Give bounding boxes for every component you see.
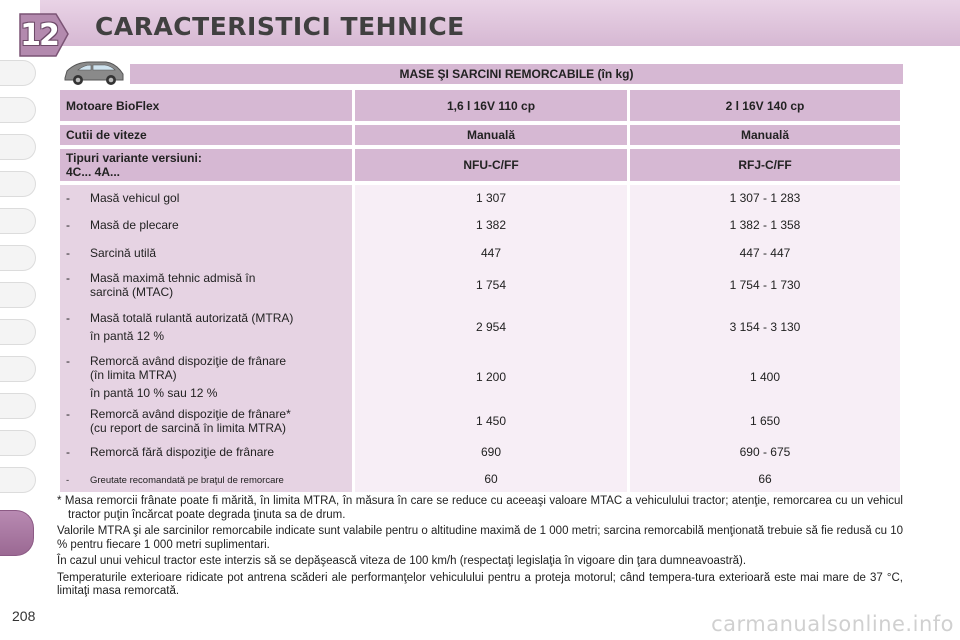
row-value-2: 447 - 447 [630, 239, 900, 266]
table-row [60, 266, 900, 304]
row-label: Masă totală rulantă autorizată (MTRA) [90, 311, 294, 325]
table-row [60, 466, 900, 492]
row-value-2: 3 154 - 3 130 [630, 304, 900, 350]
variants-label-line1: Tipuri variante versiuni: [66, 151, 202, 165]
row-label: Masă de plecare [90, 218, 179, 232]
row-value-2: 1 382 - 1 358 [630, 211, 900, 239]
chapter-tab-active[interactable] [0, 510, 34, 556]
table-row [60, 438, 900, 466]
page-number: 208 [12, 608, 36, 624]
row-value-1: 1 450 [355, 404, 627, 438]
row-value-2: 1 650 [630, 404, 900, 438]
row-label: Greutate recomandată pe braţul de remorcare [90, 475, 284, 486]
row-value-1: 447 [355, 239, 627, 266]
row-dash: - [66, 445, 70, 459]
notes [57, 495, 903, 602]
row-dash: - [66, 354, 70, 368]
table-row [60, 185, 900, 211]
chapter-tab[interactable] [0, 430, 36, 456]
chapter-tab[interactable] [0, 208, 36, 234]
row-value-1: 60 [355, 466, 627, 492]
chapter-tab[interactable] [0, 245, 36, 271]
row-value-2: 1 754 - 1 730 [630, 266, 900, 304]
row-sublabel-2: în pantă 10 % sau 12 % [90, 386, 218, 400]
row-value-2: 1 307 - 1 283 [630, 185, 900, 211]
table-row [60, 350, 900, 404]
watermark: carmanualsonline.info [711, 612, 954, 636]
chapter-tab[interactable] [0, 319, 36, 345]
variant-2: RFJ-C/FF [630, 149, 900, 181]
row-dash: - [66, 475, 70, 486]
row-sublabel: (cu report de sarcină în limita MTRA) [90, 421, 287, 435]
row-value-2: 1 400 [630, 350, 900, 404]
row-value-1: 1 754 [355, 266, 627, 304]
gearbox-1: Manuală [355, 125, 627, 145]
chapter-number: 12 [20, 18, 58, 53]
row-label: Masă maximă tehnic admisă în [90, 271, 256, 285]
section-title: MASE ŞI SARCINI REMORCABILE (în kg) [130, 64, 903, 84]
row-label: Sarcină utilă [90, 245, 157, 260]
engine-1: 1,6 l 16V 110 cp [355, 90, 627, 121]
gearbox-2: Manuală [630, 125, 900, 145]
row-sublabel: în pantă 12 % [90, 329, 165, 343]
row-sublabel: sarcină (MTAC) [90, 285, 174, 299]
car-icon [62, 56, 126, 88]
page-title: CARACTERISTICI TEHNICE [95, 12, 465, 41]
chapter-tab[interactable] [0, 282, 36, 308]
note-altitude: Valorile MTRA şi ale sarcinilor remorcabile indicate sunt valabile pentru o altitudine maximă de 1 000 metri; sarcina remorcabilă menţionată trebuie să fie redusă cu 10 % pentru fiecare 1 000 metri suplimentari. [57, 525, 903, 551]
row-value-1: 1 200 [355, 350, 627, 404]
row-dash: - [66, 407, 70, 421]
row-label: Remorcă având dispoziţie de frânare* [90, 407, 291, 421]
gearbox-label: Cutii de viteze [60, 125, 352, 145]
note-temperature: Temperaturile exterioare ridicate pot antrena scăderi ale performanţelor vehiculului pentru a proteja motorul; când tempera-tura exterioară este mai mare de 37 °C, limitaţi masa remorcată. [57, 571, 903, 597]
footnote-star: * Masa remorcii frânate poate fi mărită, în limita MTRA, în măsura în care se reduce cu aceeaşi valoare MTAC a vehiculului tractor; atenţie, remorcarea cu un vehicul tractor puţin încărcat poate degrada ţinuta sa de drum. [57, 495, 903, 521]
chapter-tab[interactable] [0, 356, 36, 382]
row-value-2: 66 [630, 466, 900, 492]
row-dash: - [66, 271, 70, 285]
engines-row [60, 90, 900, 121]
row-dash: - [66, 311, 70, 325]
chapter-tab[interactable] [0, 467, 36, 493]
variants-row [60, 149, 900, 181]
variant-1: NFU-C/FF [355, 149, 627, 181]
variants-label [60, 149, 352, 181]
chapter-tab[interactable] [0, 97, 36, 123]
row-value-1: 690 [355, 438, 627, 466]
row-dash: - [66, 245, 70, 260]
row-dash: - [66, 218, 70, 232]
chapter-badge [16, 12, 70, 58]
gearbox-row [60, 125, 900, 145]
table-row [60, 211, 900, 239]
engines-label: Motoare BioFlex [60, 90, 352, 121]
engine-2: 2 l 16V 140 cp [630, 90, 900, 121]
table-row [60, 404, 900, 438]
row-sublabel: (în limita MTRA) [90, 368, 177, 382]
chapter-tab[interactable] [0, 171, 36, 197]
chapter-tab[interactable] [0, 134, 36, 160]
variants-label-line2: 4C... 4A... [66, 165, 121, 179]
specs-table [57, 90, 903, 492]
row-value-1: 1 307 [355, 185, 627, 211]
row-label: Remorcă fără dispoziţie de frânare [90, 445, 275, 459]
note-speed: În cazul unui vehicul tractor este interzis să se depăşească viteza de 100 km/h (respectaţi legislaţia în vigoare din ţara dumneavoastră). [57, 555, 747, 567]
page-header [0, 0, 960, 56]
row-value-1: 2 954 [355, 304, 627, 350]
row-label: Masă vehicul gol [90, 191, 180, 205]
row-value-1: 1 382 [355, 211, 627, 239]
row-value-2: 690 - 675 [630, 438, 900, 466]
chapter-tab[interactable] [0, 60, 36, 86]
chapter-tab[interactable] [0, 393, 36, 419]
row-label: Remorcă având dispoziţie de frânare [90, 354, 287, 368]
row-dash: - [66, 191, 70, 205]
table-row [60, 304, 900, 350]
table-row [60, 239, 900, 266]
